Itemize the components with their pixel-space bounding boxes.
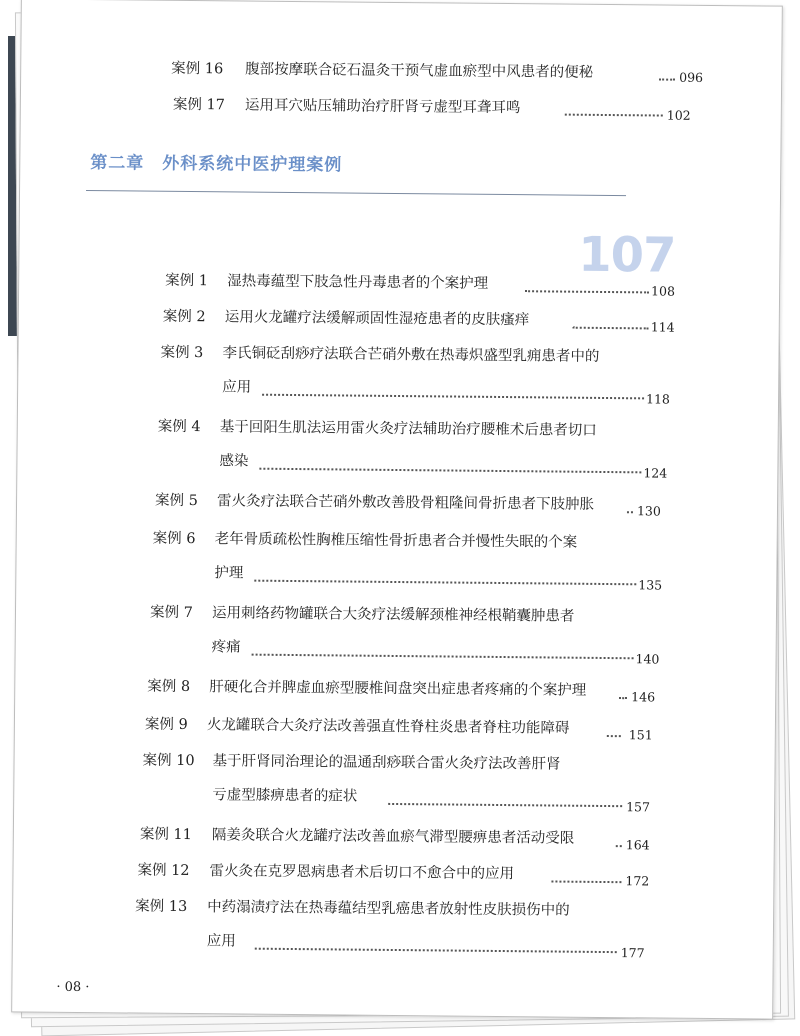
case-title: 隔姜灸联合火龙罐疗法改善血瘀气滞型腰痹患者活动受限	[211, 827, 575, 847]
page-number: 108	[651, 283, 676, 299]
case-title: 肝硬化合并脾虚血瘀型腰椎间盘突出症患者疼痛的个案护理	[209, 679, 587, 699]
case-number: 案例 8	[147, 678, 191, 696]
page-folio: · 08 ·	[56, 979, 90, 996]
case-number: 案例 1	[165, 272, 209, 290]
case-title-continued: 应用	[206, 933, 236, 950]
chapter-heading[interactable]: 第二章 外科系统中医护理案例	[90, 153, 343, 176]
case-title: 运用火龙罐疗法缓解顽固性湿疮患者的皮肤瘙痒	[224, 309, 530, 329]
toc-page	[11, 0, 783, 1020]
case-number: 案例 12	[137, 862, 190, 880]
dot-leader	[607, 735, 621, 737]
case-number: 案例 11	[139, 826, 193, 844]
case-title: 运用耳穴贴压辅助治疗肝肾亏虚型耳聋耳鸣	[244, 97, 521, 117]
case-title-continued: 感染	[219, 453, 249, 470]
case-title-continued: 亏虚型膝痹患者的症状	[212, 787, 358, 805]
case-number: 案例 16	[171, 60, 224, 78]
page-number: 157	[626, 799, 651, 815]
case-title: 雷火灸疗法联合芒硝外敷改善股骨粗隆间骨折患者下肢肿胀	[216, 493, 595, 513]
case-number: 案例 4	[157, 418, 201, 436]
dot-leader	[565, 114, 663, 117]
case-title-continued: 疼痛	[211, 639, 241, 656]
dot-leader	[388, 803, 622, 807]
page-number: 177	[620, 945, 645, 961]
dot-leader	[252, 654, 634, 660]
page-number: 172	[625, 873, 650, 889]
case-title-continued: 应用	[222, 379, 252, 396]
case-number: 案例 7	[149, 604, 193, 622]
case-title: 雷火灸在克罗恩病患者术后切口不愈合中的应用	[209, 863, 515, 883]
dot-leader	[262, 394, 644, 400]
page-number: 130	[636, 503, 661, 519]
case-number: 案例 13	[135, 898, 188, 916]
case-number: 案例 17	[172, 96, 226, 114]
case-title: 火龙罐联合大灸疗法改善强直性脊柱炎患者脊柱功能障碍	[206, 717, 570, 737]
dot-leader	[255, 948, 617, 953]
dot-leader	[259, 468, 641, 474]
case-title: 李氏铜砭刮痧疗法联合芒硝外敷在热毒炽盛型乳痈患者中的	[222, 345, 600, 365]
page-number: 140	[635, 651, 660, 667]
dot-leader	[573, 327, 649, 330]
case-number: 案例 5	[154, 492, 198, 510]
dot-leader	[525, 290, 649, 293]
dot-leader	[551, 880, 621, 883]
chapter-rule	[86, 190, 626, 196]
case-number: 案例 10	[142, 752, 195, 770]
case-title: 运用刺络药物罐联合大灸疗法缓解颈椎神经根鞘囊肿患者	[211, 605, 575, 625]
page-number: 146	[631, 689, 656, 705]
case-title: 中药溻渍疗法在热毒蕴结型乳癌患者放射性皮肤损伤中的	[207, 899, 570, 919]
case-title: 湿热毒蕴型下肢急性丹毒患者的个案护理	[227, 273, 489, 292]
page-number: 096	[679, 69, 704, 85]
case-title-continued: 护理	[214, 565, 244, 582]
dot-leader	[619, 697, 627, 699]
dot-leader	[254, 580, 636, 586]
case-number: 案例 2	[162, 308, 206, 326]
page-number: 118	[645, 391, 670, 407]
case-number: 案例 6	[152, 530, 196, 548]
page-number: 102	[666, 107, 691, 123]
page-number: 114	[650, 319, 675, 335]
page-number: 164	[625, 837, 650, 853]
page-number: 135	[638, 577, 663, 593]
dot-leader	[659, 78, 675, 80]
case-number: 案例 9	[144, 716, 188, 734]
chapter-page-number: 107	[577, 226, 676, 284]
case-title: 老年骨质疏松性胸椎压缩性骨折患者合并慢性失眠的个案	[214, 531, 578, 551]
case-title: 腹部按摩联合砭石温灸干预气虚血瘀型中风患者的便秘	[245, 61, 594, 81]
case-number: 案例 3	[160, 344, 204, 362]
dot-leader	[627, 511, 633, 513]
page-number: 151	[628, 727, 653, 743]
page-number: 124	[643, 465, 668, 481]
dot-leader	[616, 845, 622, 847]
case-title: 基于回阳生肌法运用雷火灸疗法辅助治疗腰椎术后患者切口	[219, 419, 597, 439]
case-title: 基于肝肾同治理论的温通刮痧联合雷火灸疗法改善肝肾	[212, 753, 561, 773]
